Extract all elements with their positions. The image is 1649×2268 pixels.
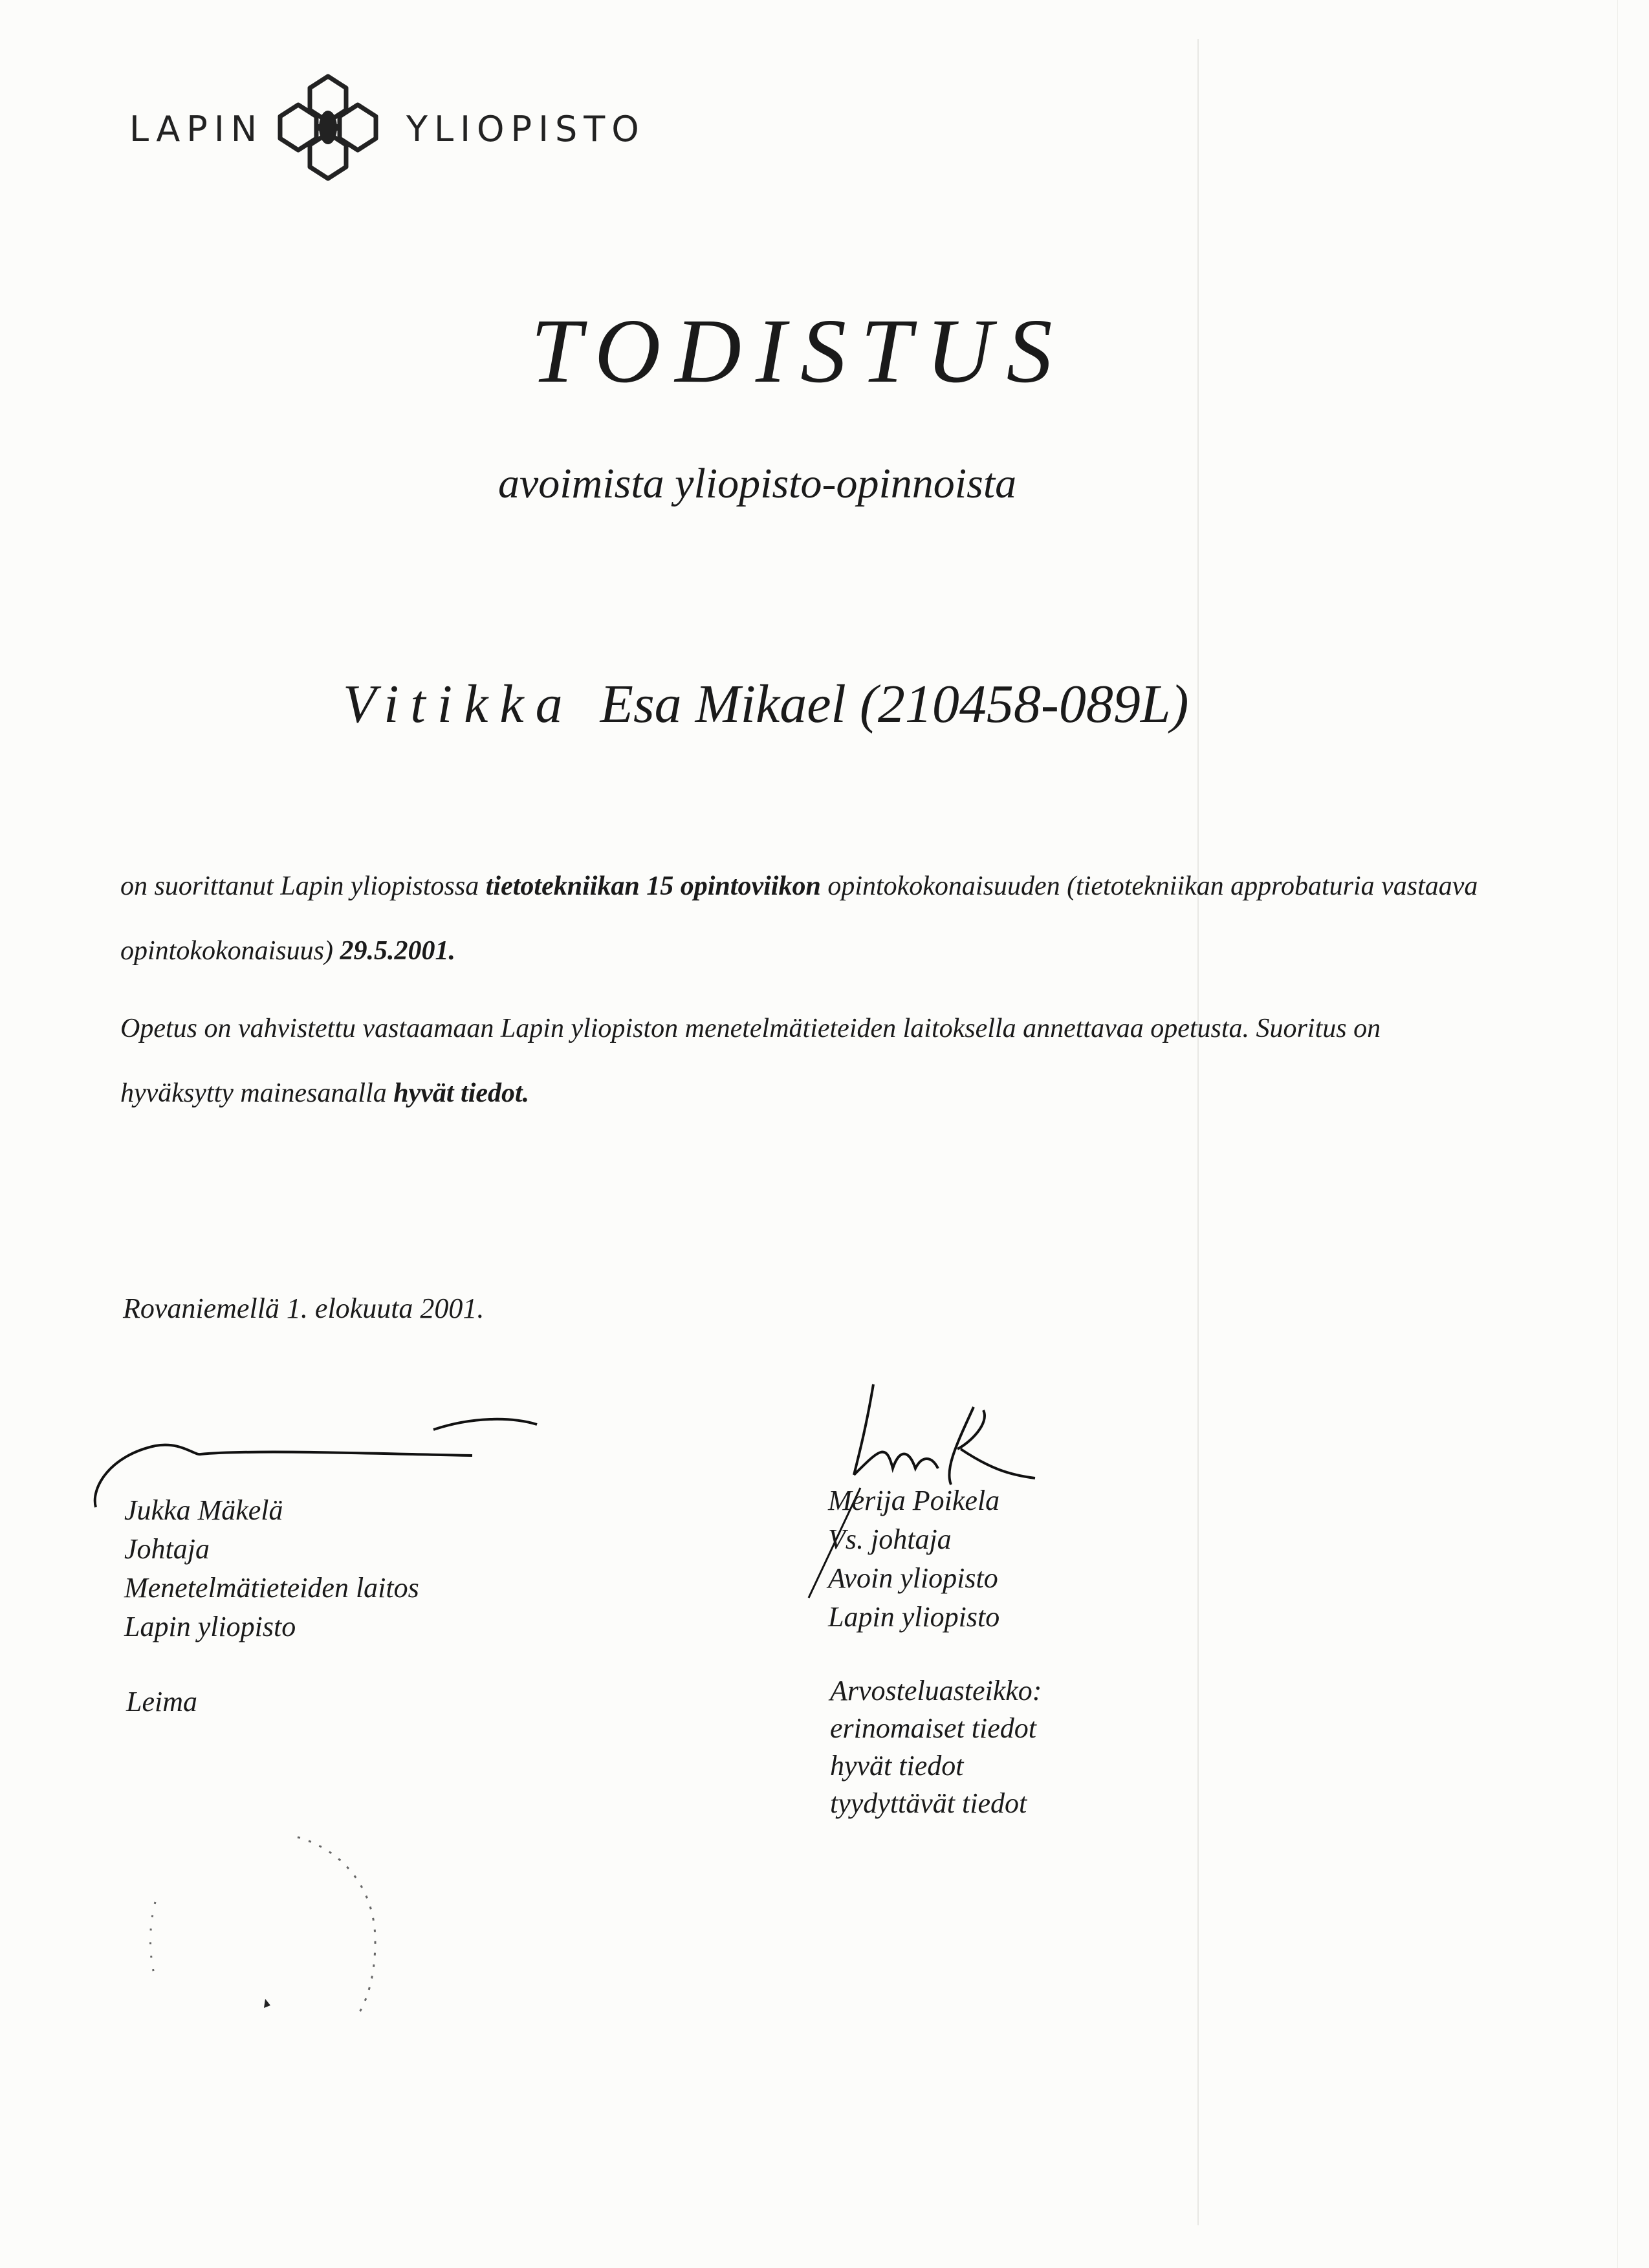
recipient-surname: Vitikka [343,674,574,734]
grading-scale-heading: Arvosteluasteikko: [830,1675,1042,1706]
accreditation-text: Opetus on vahvistettu vastaamaan Lapin yliopiston menetelmätieteiden laitoksella annettavaa opetusta. Suoritus on hyväksytty mainesanalla [120,1014,1381,1108]
left-signatory-organization: Lapin yliopisto [124,1611,296,1642]
right-signatory-organization: Lapin yliopisto [828,1601,1000,1633]
grading-level: tyydyttävät tiedot [830,1787,1027,1819]
faded-stamp-mark [129,1824,414,2031]
left-signatory-block [124,1491,419,1646]
credits-bold-text: tietotekniikan 15 opintoviikon [485,871,821,901]
stamp-label: Leima [126,1686,197,1717]
document-subtitle: avoimista yliopisto-opinnoista [498,460,1017,507]
completion-text-end: opintokokonaisuuden (tietotekniikan approbaturia vastaava opintokokonaisuus) [120,871,1478,966]
left-signatory-name: Jukka Mäkelä [124,1494,283,1526]
right-signatory-name: Merija Poikela [828,1485,1000,1516]
completion-date: 29.5.2001. [340,936,455,966]
right-signatory-department: Avoin yliopisto [828,1562,998,1594]
left-signatory-department: Menetelmätieteiden laitos [124,1572,419,1604]
document-title: TODISTUS [530,300,1067,402]
grading-level: erinomaiset tiedot [830,1712,1036,1744]
left-signatory-title: Johtaja [124,1533,210,1565]
grading-scale [830,1672,1042,1822]
grade-bold-text: hyvät tiedot. [393,1078,530,1108]
logo-text-yliopisto: YLIOPISTO [406,109,646,149]
completion-text-start: on suorittanut Lapin yliopistossa [120,871,486,901]
accreditation-paragraph [120,996,1479,1126]
grading-level: hyvät tiedot [830,1750,964,1782]
recipient-name [343,673,1189,736]
snowflake-emblem-icon [275,70,382,185]
right-signatory-title: Vs. johtaja [828,1523,952,1555]
completion-paragraph [120,854,1479,983]
recipient-given-names-id: Esa Mikael (210458-089L) [600,674,1189,734]
place-and-date: Rovaniemellä 1. elokuuta 2001. [123,1292,485,1324]
logo-text-lapin: LAPIN [129,109,264,149]
right-signatory-block [828,1481,999,1637]
